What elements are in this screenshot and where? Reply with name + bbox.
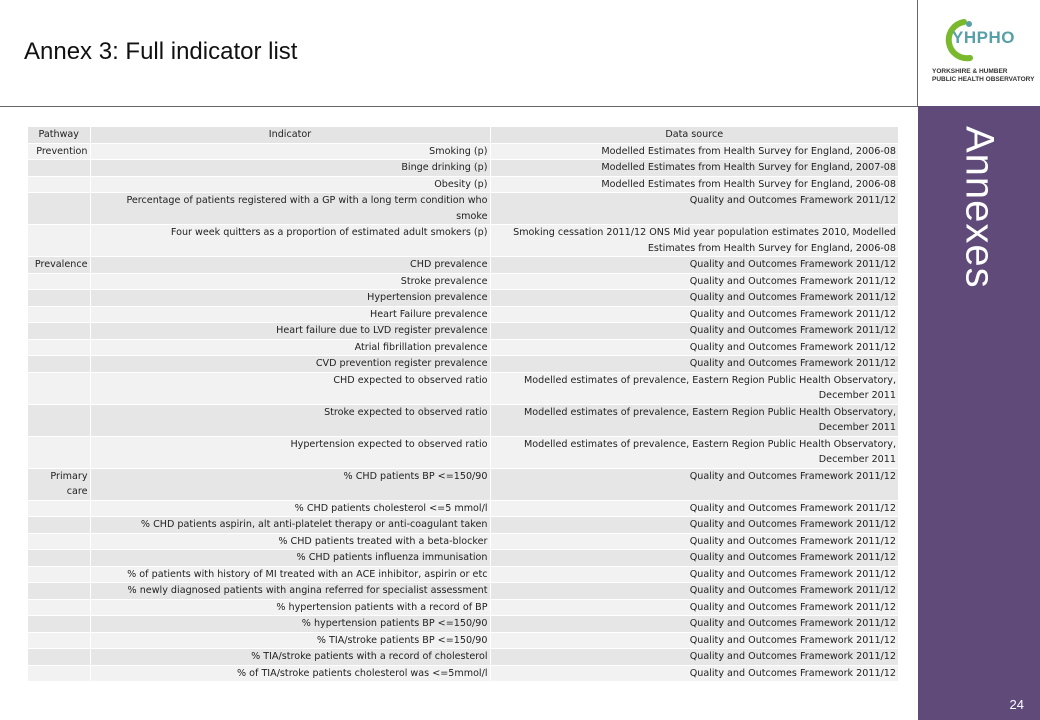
table-row xyxy=(28,323,898,340)
cell-pathway xyxy=(28,649,90,666)
cell-indicator: % CHD patients influenza immunisation xyxy=(90,550,490,567)
cell-pathway xyxy=(28,339,90,356)
table-row xyxy=(28,665,898,682)
cell-data-source: Modelled estimates of prevalence, Eastern Region Public Health Observatory, December 2011 xyxy=(490,372,898,404)
table-row xyxy=(28,436,898,468)
cell-indicator: % newly diagnosed patients with angina referred for specialist assessment xyxy=(90,583,490,600)
cell-data-source: Quality and Outcomes Framework 2011/12 xyxy=(490,257,898,274)
table-row xyxy=(28,176,898,193)
section-sidebar xyxy=(918,106,1040,720)
cell-pathway xyxy=(28,372,90,404)
cell-data-source: Quality and Outcomes Framework 2011/12 xyxy=(490,193,898,225)
table-row xyxy=(28,273,898,290)
cell-pathway xyxy=(28,323,90,340)
table-row xyxy=(28,566,898,583)
cell-data-source: Quality and Outcomes Framework 2011/12 xyxy=(490,273,898,290)
cell-indicator: % hypertension patients with a record of BP xyxy=(90,599,490,616)
cell-data-source: Quality and Outcomes Framework 2011/12 xyxy=(490,665,898,682)
cell-indicator: Four week quitters as a proportion of estimated adult smokers (p) xyxy=(90,225,490,257)
header-indicator: Indicator xyxy=(90,127,490,143)
cell-pathway xyxy=(28,436,90,468)
cell-indicator: Smoking (p) xyxy=(90,143,490,160)
yhpho-logo xyxy=(930,14,1035,99)
cell-indicator: CHD expected to observed ratio xyxy=(90,372,490,404)
cell-data-source: Modelled estimates of prevalence, Eastern Region Public Health Observatory, December 2011 xyxy=(490,436,898,468)
table-row xyxy=(28,533,898,550)
cell-indicator: Hypertension prevalence xyxy=(90,290,490,307)
table-row xyxy=(28,616,898,633)
table-row xyxy=(28,160,898,177)
cell-indicator: Percentage of patients registered with a GP with a long term condition who smoke xyxy=(90,193,490,225)
cell-pathway xyxy=(28,356,90,373)
table-row xyxy=(28,550,898,567)
header-pathway: Pathway xyxy=(28,127,90,143)
cell-data-source: Quality and Outcomes Framework 2011/12 xyxy=(490,290,898,307)
cell-indicator: % TIA/stroke patients with a record of cholesterol xyxy=(90,649,490,666)
cell-data-source: Modelled Estimates from Health Survey for England, 2006-08 xyxy=(490,176,898,193)
page-number: 24 xyxy=(1009,697,1024,712)
cell-pathway xyxy=(28,517,90,534)
table-row xyxy=(28,468,898,500)
logo-brand: YHPHO xyxy=(952,28,1015,47)
cell-indicator: Stroke prevalence xyxy=(90,273,490,290)
cell-pathway xyxy=(28,404,90,436)
cell-pathway xyxy=(28,566,90,583)
cell-data-source: Quality and Outcomes Framework 2011/12 xyxy=(490,517,898,534)
cell-data-source: Quality and Outcomes Framework 2011/12 xyxy=(490,323,898,340)
cell-pathway xyxy=(28,290,90,307)
table-row xyxy=(28,599,898,616)
cell-pathway xyxy=(28,616,90,633)
cell-pathway xyxy=(28,160,90,177)
table-row xyxy=(28,517,898,534)
header-data-source: Data source xyxy=(490,127,898,143)
cell-pathway xyxy=(28,225,90,257)
cell-indicator: Hypertension expected to observed ratio xyxy=(90,436,490,468)
table-row xyxy=(28,306,898,323)
cell-data-source: Quality and Outcomes Framework 2011/12 xyxy=(490,533,898,550)
table-row xyxy=(28,404,898,436)
cell-data-source: Quality and Outcomes Framework 2011/12 xyxy=(490,566,898,583)
cell-data-source: Smoking cessation 2011/12 ONS Mid year population estimates 2010, Modelled Estimates from Health Survey for England, 2006-08 xyxy=(490,225,898,257)
cell-data-source: Quality and Outcomes Framework 2011/12 xyxy=(490,500,898,517)
table-row xyxy=(28,290,898,307)
cell-pathway: Prevalence xyxy=(28,257,90,274)
cell-data-source: Modelled Estimates from Health Survey for England, 2007-08 xyxy=(490,160,898,177)
cell-data-source: Quality and Outcomes Framework 2011/12 xyxy=(490,468,898,500)
cell-indicator: % CHD patients cholesterol <=5 mmol/l xyxy=(90,500,490,517)
cell-data-source: Quality and Outcomes Framework 2011/12 xyxy=(490,599,898,616)
cell-indicator: Stroke expected to observed ratio xyxy=(90,404,490,436)
cell-data-source: Quality and Outcomes Framework 2011/12 xyxy=(490,339,898,356)
cell-pathway xyxy=(28,500,90,517)
header-divider xyxy=(0,106,918,107)
logo-divider xyxy=(917,0,918,106)
table-row xyxy=(28,500,898,517)
section-title: Annexes xyxy=(957,126,1002,289)
cell-indicator: % CHD patients BP <=150/90 xyxy=(90,468,490,500)
cell-data-source: Quality and Outcomes Framework 2011/12 xyxy=(490,583,898,600)
table-row xyxy=(28,143,898,160)
cell-pathway xyxy=(28,632,90,649)
cell-data-source: Modelled Estimates from Health Survey for England, 2006-08 xyxy=(490,143,898,160)
table-row xyxy=(28,356,898,373)
table-row xyxy=(28,193,898,225)
cell-indicator: CVD prevention register prevalence xyxy=(90,356,490,373)
cell-pathway: Prevention xyxy=(28,143,90,160)
cell-indicator: % of TIA/stroke patients cholesterol was <=5mmol/l xyxy=(90,665,490,682)
table-row xyxy=(28,257,898,274)
cell-indicator: Obesity (p) xyxy=(90,176,490,193)
table-row xyxy=(28,372,898,404)
cell-pathway xyxy=(28,273,90,290)
page-title: Annex 3: Full indicator list xyxy=(24,38,298,65)
table-row xyxy=(28,339,898,356)
table-header-row xyxy=(28,127,898,143)
cell-indicator: Heart failure due to LVD register prevalence xyxy=(90,323,490,340)
cell-pathway: Primary care xyxy=(28,468,90,500)
table-row xyxy=(28,583,898,600)
cell-indicator: Binge drinking (p) xyxy=(90,160,490,177)
cell-pathway xyxy=(28,533,90,550)
cell-pathway xyxy=(28,665,90,682)
table-row xyxy=(28,225,898,257)
cell-pathway xyxy=(28,550,90,567)
table-row xyxy=(28,649,898,666)
cell-indicator: % of patients with history of MI treated with an ACE inhibitor, aspirin or etc xyxy=(90,566,490,583)
cell-indicator: % CHD patients aspirin, alt anti-platelet therapy or anti-coagulant taken xyxy=(90,517,490,534)
cell-indicator: Atrial fibrillation prevalence xyxy=(90,339,490,356)
cell-data-source: Modelled estimates of prevalence, Eastern Region Public Health Observatory, December 2011 xyxy=(490,404,898,436)
cell-indicator: Heart Failure prevalence xyxy=(90,306,490,323)
cell-indicator: % CHD patients treated with a beta-blocker xyxy=(90,533,490,550)
indicator-table xyxy=(28,127,898,682)
cell-pathway xyxy=(28,599,90,616)
logo-line1: YORKSHIRE & HUMBER xyxy=(932,68,1008,75)
cell-pathway xyxy=(28,306,90,323)
cell-data-source: Quality and Outcomes Framework 2011/12 xyxy=(490,649,898,666)
cell-data-source: Quality and Outcomes Framework 2011/12 xyxy=(490,356,898,373)
cell-pathway xyxy=(28,193,90,225)
cell-indicator: % hypertension patients BP <=150/90 xyxy=(90,616,490,633)
logo-tagline xyxy=(932,68,1034,84)
cell-indicator: CHD prevalence xyxy=(90,257,490,274)
logo-line2: PUBLIC HEALTH OBSERVATORY xyxy=(932,76,1035,83)
cell-pathway xyxy=(28,176,90,193)
cell-data-source: Quality and Outcomes Framework 2011/12 xyxy=(490,306,898,323)
cell-data-source: Quality and Outcomes Framework 2011/12 xyxy=(490,616,898,633)
table-row xyxy=(28,632,898,649)
cell-data-source: Quality and Outcomes Framework 2011/12 xyxy=(490,550,898,567)
cell-pathway xyxy=(28,583,90,600)
cell-data-source: Quality and Outcomes Framework 2011/12 xyxy=(490,632,898,649)
cell-indicator: % TIA/stroke patients BP <=150/90 xyxy=(90,632,490,649)
